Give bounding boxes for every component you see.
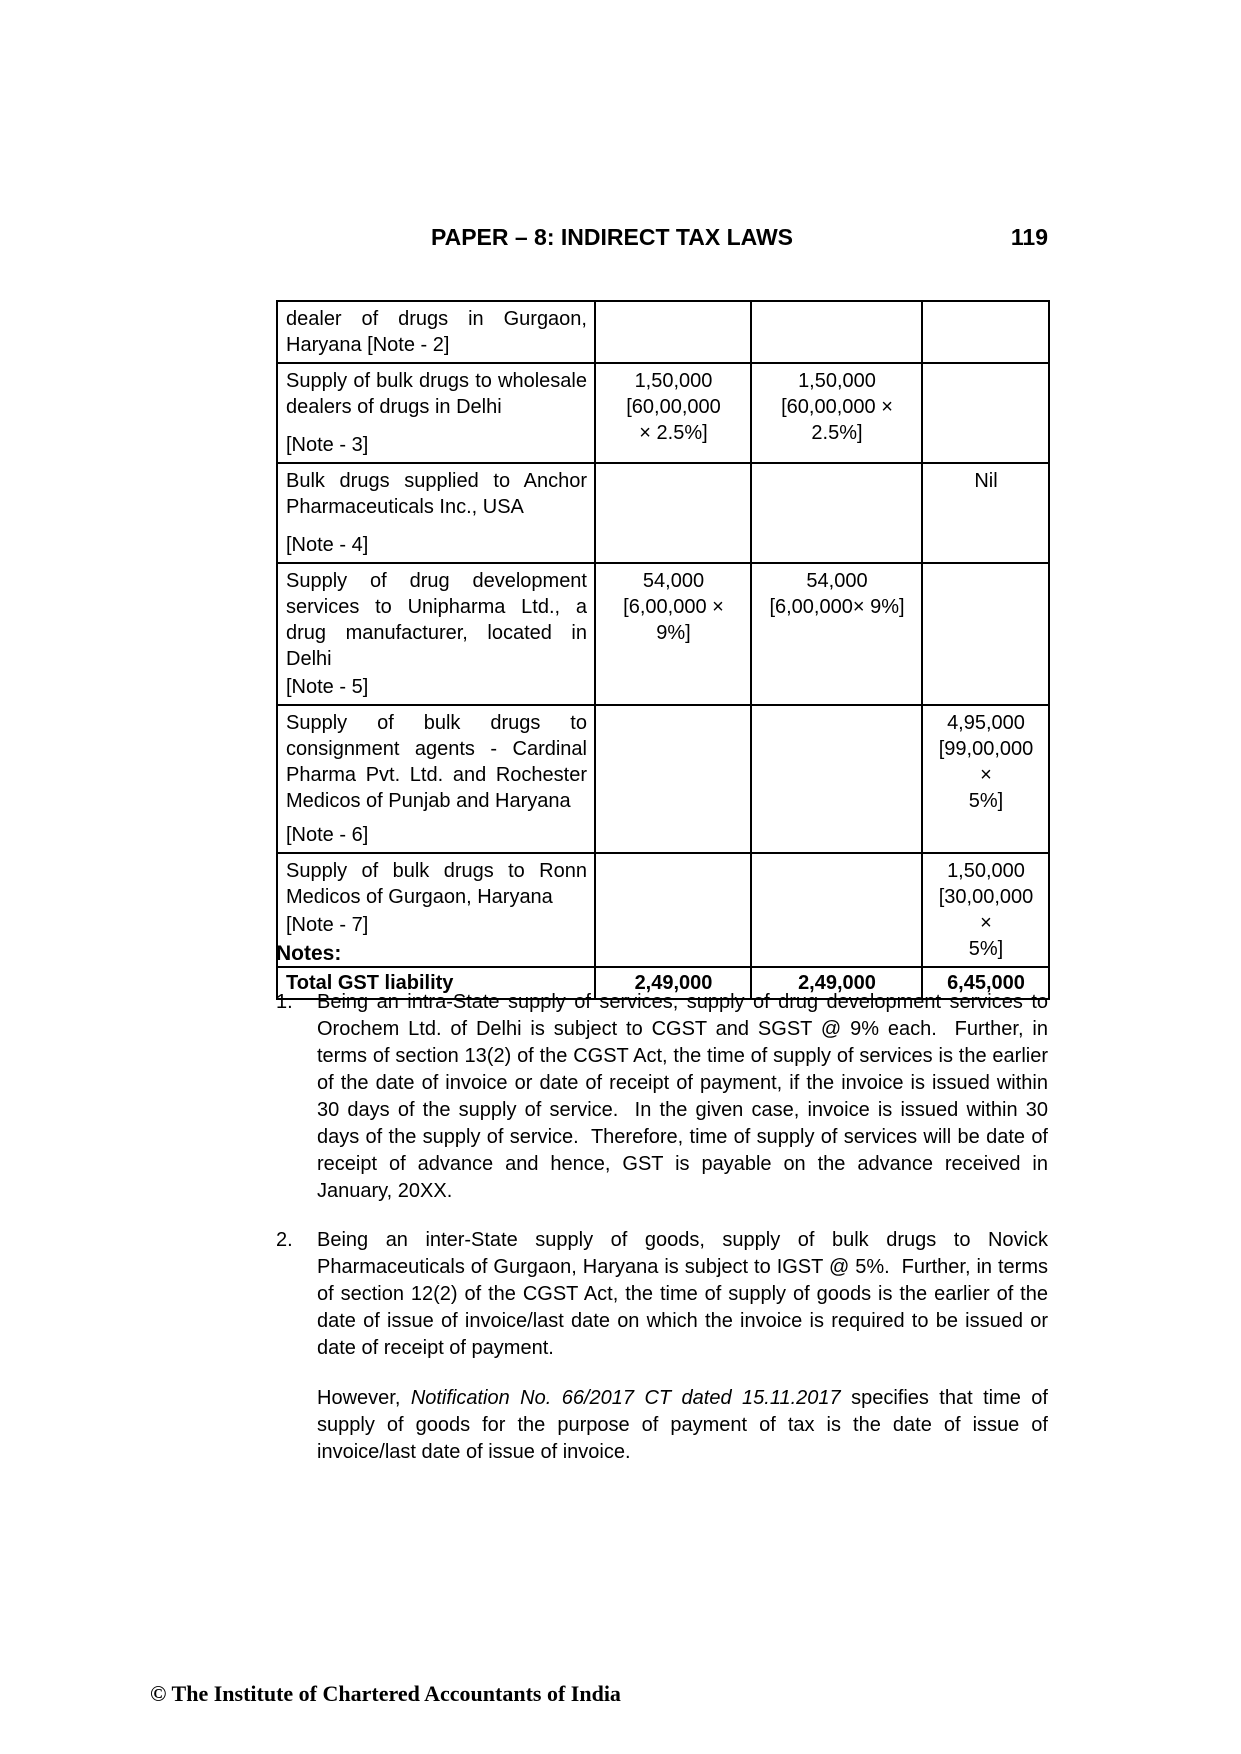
amount-line: [6,00,000× 9%] (769, 596, 905, 618)
amount-line: 1,50,000 (947, 860, 1025, 882)
amount-cell (751, 301, 922, 363)
amount-cell (751, 363, 922, 463)
amount-cell (595, 705, 751, 853)
table-row (277, 363, 1049, 463)
note-item (276, 1227, 1048, 1466)
amount-line: 1,50,000 (798, 370, 876, 392)
notes-heading: Notes: (276, 942, 342, 965)
description-cell (277, 363, 595, 463)
total-amount-cell: 2,49,000 (751, 967, 922, 999)
note-text (317, 989, 1048, 1205)
amount-line: 54,000 (642, 570, 705, 592)
description-text: Supply of drug development services to Unipharma Ltd., a drug manufacturer, located in Delhi (286, 570, 587, 670)
note-reference: [Note - 4] (286, 534, 369, 556)
description-cell (277, 463, 595, 563)
note-segment: specifies that time of supply of goods for the purpose of payment of tax is the date of issue of invoice/last date of issue of invoice. (317, 1387, 1048, 1463)
notes-list (276, 989, 1048, 1466)
description-text: Supply of bulk drugs to Ronn Medicos of Gurgaon, Haryana (286, 860, 587, 908)
table-row (277, 563, 1049, 705)
amount-line: 4,95,000 (947, 712, 1025, 734)
note-reference: [Note - 5] (286, 676, 369, 698)
note-segment: Being an inter-State supply of goods, supply of bulk drugs to Novick Pharmaceuticals of Gurgaon, Haryana is subject to IGST @ 5%. Further, in terms of section 12(2) of the CGST Act, the time of supply of goods is the earlier of the date of issue of invoice/last date on which the invoice is required to be issued or date of receipt of payment. (317, 1229, 1048, 1359)
amount-line: 2.5%] (811, 422, 863, 444)
notes-section (276, 940, 1048, 1466)
note-reference: [Note - 7] (286, 914, 369, 936)
note-text (317, 1227, 1048, 1466)
note-paragraph (317, 989, 1048, 1205)
amount-line: [6,00,000 × 9%] (623, 596, 724, 644)
description-cell (277, 563, 595, 705)
notification-reference: Notification No. 66/2017 CT dated 15.11.2017 (410, 1387, 841, 1409)
total-label: Total GST liability (277, 967, 595, 999)
amount-line: 1,50,000 (634, 370, 713, 392)
note-item (276, 989, 1048, 1205)
description-text: Supply of bulk drugs to consignment agents - Cardinal Pharma Pvt. Ltd. and Rochester Medicos of Punjab and Haryana (286, 712, 587, 812)
description-cell (277, 301, 595, 363)
amount-line: 5%] (968, 938, 1004, 960)
note-segment: However, (317, 1387, 411, 1409)
amount-cell (922, 363, 1049, 463)
amount-cell (922, 563, 1049, 705)
copyright-footer: © The Institute of Chartered Accountants of India (150, 1681, 621, 1706)
amount-line: × 2.5%] (639, 422, 708, 444)
description-cell (277, 705, 595, 853)
note-reference: [Note - 6] (286, 824, 369, 846)
table-row (277, 463, 1049, 563)
amount-cell (922, 463, 1049, 563)
amount-line: 54,000 (806, 570, 868, 592)
amount-cell (751, 705, 922, 853)
amount-cell (922, 705, 1049, 853)
note-paragraph (317, 1385, 1048, 1466)
page-header (276, 224, 1048, 254)
amount-line: [99,00,000 × (938, 738, 1034, 786)
note-reference: [Note - 3] (286, 434, 369, 456)
description-text: dealer of drugs in Gurgaon, Haryana [Note - 2] (286, 308, 587, 356)
amount-line: [30,00,000 × (938, 886, 1034, 934)
description-text: Bulk drugs supplied to Anchor Pharmaceuticals Inc., USA (286, 470, 587, 518)
amount-line: [60,00,000 × (781, 396, 893, 418)
note-number: 1. (276, 991, 293, 1013)
amount-cell (595, 363, 751, 463)
table-row (277, 301, 1049, 363)
description-text: Supply of bulk drugs to wholesale dealers of drugs in Delhi (286, 370, 587, 418)
note-segment: Being an intra-State supply of services, supply of drug development services to Orochem Ltd. of Delhi is subject to CGST and SGST @ 9% each. Further, in terms of section 13(2) of the CGST Act, the time of supply of services is the earlier of the date of invoice or date of receipt of payment, if the invoice is issued within 30 days of the supply of service. In the given case, invoice is issued within 30 days of the supply of service. Therefore, time of supply of services will be date of receipt of advance and hence, GST is payable on the advance received in January, 20XX. (317, 991, 1048, 1202)
page-title: PAPER – 8: INDIRECT TAX LAWS (430, 224, 794, 250)
amount-cell (922, 301, 1049, 363)
amount-cell (595, 463, 751, 563)
note-number: 2. (276, 1229, 293, 1251)
note-paragraph (317, 1227, 1048, 1362)
amount-cell (595, 563, 751, 705)
table-row (277, 705, 1049, 853)
amount-line: 5%] (968, 790, 1004, 812)
total-amount-cell: 2,49,000 (595, 967, 751, 999)
amount-cell (751, 463, 922, 563)
amount-line: Nil (974, 470, 998, 492)
gst-liability-table (276, 300, 1050, 1000)
amount-cell (595, 301, 751, 363)
total-amount-cell: 6,45,000 (922, 967, 1049, 999)
amount-cell (751, 563, 922, 705)
amount-line: [60,00,000 (626, 396, 721, 418)
page-number: 119 (1010, 224, 1048, 250)
